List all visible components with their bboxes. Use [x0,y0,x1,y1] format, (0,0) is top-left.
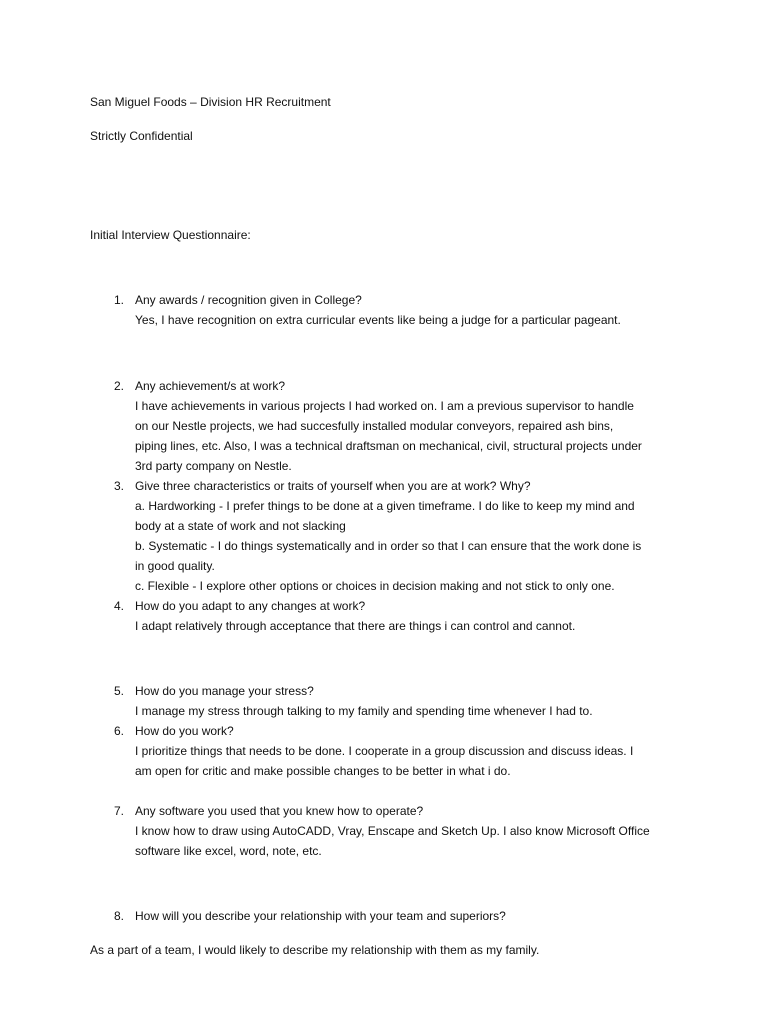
question-text: Any software you used that you knew how to operate? [135,804,424,818]
confidential-label: Strictly Confidential [90,129,193,143]
question-number: 5. [113,684,124,698]
question-text: Any achievement/s at work? [135,379,286,393]
question-number: 4. [113,599,124,613]
answer-line: I manage my stress through talking to my family and spending time whenever I had to. [135,704,593,718]
answer-line: I have achievements in various projects I had worked on. I am a previous supervisor to handle [135,399,634,413]
company-header: San Miguel Foods – Division HR Recruitment [90,95,331,109]
question-text: How do you work? [135,724,234,738]
closing-answer: As a part of a team, I would likely to describe my relationship with them as my family. [90,943,540,957]
answer-line: I adapt relatively through acceptance that there are things i can control and cannot. [135,619,576,633]
question-text: How do you manage your stress? [135,684,314,698]
answer-line: 3rd party company on Nestle. [135,459,292,473]
question-text: How will you describe your relationship with your team and superiors? [135,909,506,923]
question-number: 2. [113,379,124,393]
answer-line: in good quality. [135,559,215,573]
question-text: Give three characteristics or traits of yourself when you are at work? Why? [135,479,531,493]
answer-line: I prioritize things that needs to be done. I cooperate in a group discussion and discuss ideas. I [135,744,634,758]
answer-line: piping lines, etc. Also, I was a technical draftsman on mechanical, civil, structural projects under [135,439,642,453]
answer-line: c. Flexible - I explore other options or choices in decision making and not stick to only one. [135,579,615,593]
question-text: How do you adapt to any changes at work? [135,599,366,613]
question-text: Any awards / recognition given in College? [135,293,362,307]
question-number: 7. [113,804,124,818]
question-number: 6. [113,724,124,738]
question-number: 3. [113,479,124,493]
answer-line: I know how to draw using AutoCADD, Vray, Enscape and Sketch Up. I also know Microsoft Office [135,824,650,838]
questionnaire-title: Initial Interview Questionnaire: [90,228,251,242]
question-number: 8. [113,909,124,923]
answer-line: b. Systematic - I do things systematically and in order so that I can ensure that the work done is [135,539,642,553]
answer-line: a. Hardworking - I prefer things to be done at a given timeframe. I do like to keep my mind and [135,499,635,513]
answer-line: body at a state of work and not slacking [135,519,346,533]
answer-line: am open for critic and make possible changes to be better in what i do. [135,764,511,778]
answer-line: Yes, I have recognition on extra curricular events like being a judge for a particular pageant. [135,313,621,327]
answer-line: software like excel, word, note, etc. [135,844,322,858]
question-number: 1. [113,293,124,307]
answer-line: on our Nestle projects, we had succesfully installed modular conveyors, repaired ash bins, [135,419,614,433]
